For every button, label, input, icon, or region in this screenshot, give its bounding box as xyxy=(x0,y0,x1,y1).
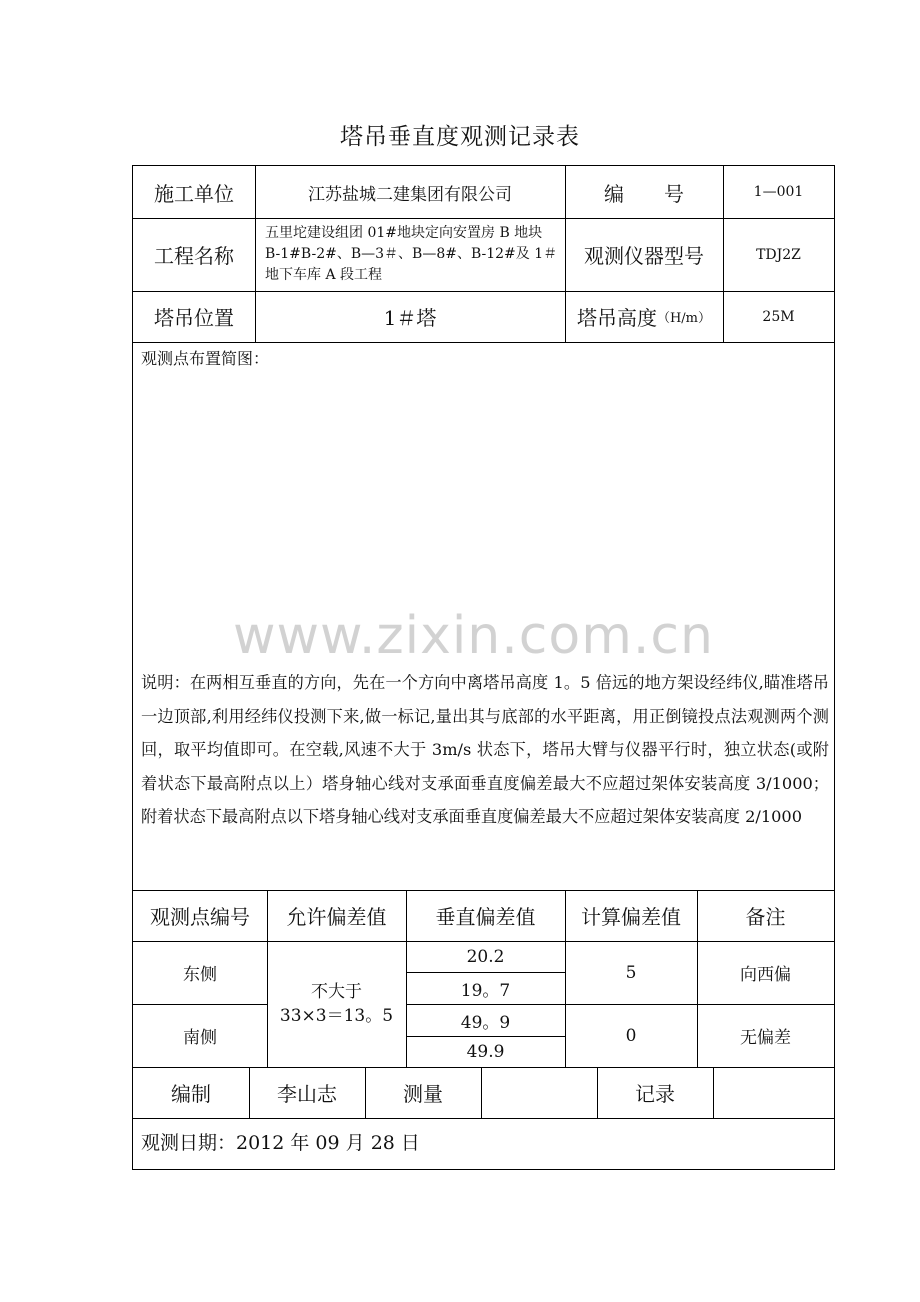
allowable-line-2: 33×3＝13。5 xyxy=(279,1006,394,1026)
crane-height-unit: （H/m） xyxy=(656,311,712,326)
project-value: 五里坨建设组团 01#地块定向安置房 B 地块 B-1#B-2#、B—3＃、B—8#、B-12#及 1＃地下车库 A 段工程 xyxy=(265,225,558,283)
row-south-value-1: 49。9 xyxy=(460,1012,511,1033)
crane-position-value: 1＃塔 xyxy=(383,306,437,330)
crane-height-label xyxy=(565,291,723,342)
description-text: 说明：在两相互垂直的方向，先在一个方向中离塔吊高度 1。5 倍远的地方架设经纬仪,瞄准塔吊一边顶部,利用经纬仪投测下来,做一标记,量出其与底部的水平距离，用正倒镜投点法观测两个测回，取平均值即可。在空载,风速不大于 3m/s 状态下，塔吊大臂与仪器平行时，独立状态(或附着状态下最高附点以上）塔身轴心线对支承面垂直度偏差最大不应超过架体安装高度 3/1000；附着状态下最高附点以下塔身轴心线对支承面垂直度偏差最大不应超过架体安装高度 2/1000 xyxy=(141,673,829,826)
unit-value: 江苏盐城二建集团有限公司 xyxy=(308,184,512,205)
number-value: 1—001 xyxy=(753,184,804,200)
row-south-value-2: 49.9 xyxy=(466,1041,505,1062)
watermark-text: www.zixin.com.cn xyxy=(233,606,714,666)
row-divider xyxy=(133,1118,834,1119)
header-calculated: 计算偏差值 xyxy=(581,905,681,929)
row-east-remark: 向西偏 xyxy=(740,965,791,985)
measured-label: 测量 xyxy=(403,1082,443,1106)
observation-date: 观测日期：2012 年 09 月 28 日 xyxy=(141,1132,420,1154)
header-vertical-deviation: 垂直偏差值 xyxy=(435,905,536,929)
header-allowable: 允许偏差值 xyxy=(286,905,387,929)
row-east-value-1: 20.2 xyxy=(466,946,505,967)
header-point-id: 观测点编号 xyxy=(150,905,250,929)
record-form xyxy=(132,165,835,1170)
recorded-value xyxy=(713,1067,834,1118)
row-east-calculated: 5 xyxy=(625,962,637,983)
compiled-value: 李山志 xyxy=(277,1082,337,1106)
page-title: 塔吊垂直度观测记录表 xyxy=(340,124,580,150)
row-south-calculated: 0 xyxy=(625,1025,637,1046)
instrument-label: 观测仪器型号 xyxy=(584,244,704,268)
measured-value xyxy=(481,1067,597,1118)
allowable-value xyxy=(267,941,406,1067)
allowable-line-1: 不大于 xyxy=(311,982,362,1002)
unit-label: 施工单位 xyxy=(154,181,234,206)
project-label: 工程名称 xyxy=(154,244,234,268)
crane-height-value: 25M xyxy=(762,308,795,325)
diagram-label: 观测点布置简图： xyxy=(141,349,270,368)
compiled-label: 编制 xyxy=(171,1082,211,1106)
row-east-value-2: 19。7 xyxy=(460,980,511,1001)
crane-height-label-text: 塔吊高度 xyxy=(576,306,657,330)
row-south-remark: 无偏差 xyxy=(740,1028,791,1048)
number-label: 编 号 xyxy=(604,181,684,206)
header-remarks: 备注 xyxy=(745,905,786,929)
crane-position-label: 塔吊位置 xyxy=(154,306,234,330)
recorded-label: 记录 xyxy=(635,1082,675,1106)
row-divider xyxy=(133,342,834,343)
row-south-point: 南侧 xyxy=(183,1028,217,1048)
row-east-point: 东侧 xyxy=(183,965,217,985)
instrument-value: TDJ2Z xyxy=(756,246,801,263)
